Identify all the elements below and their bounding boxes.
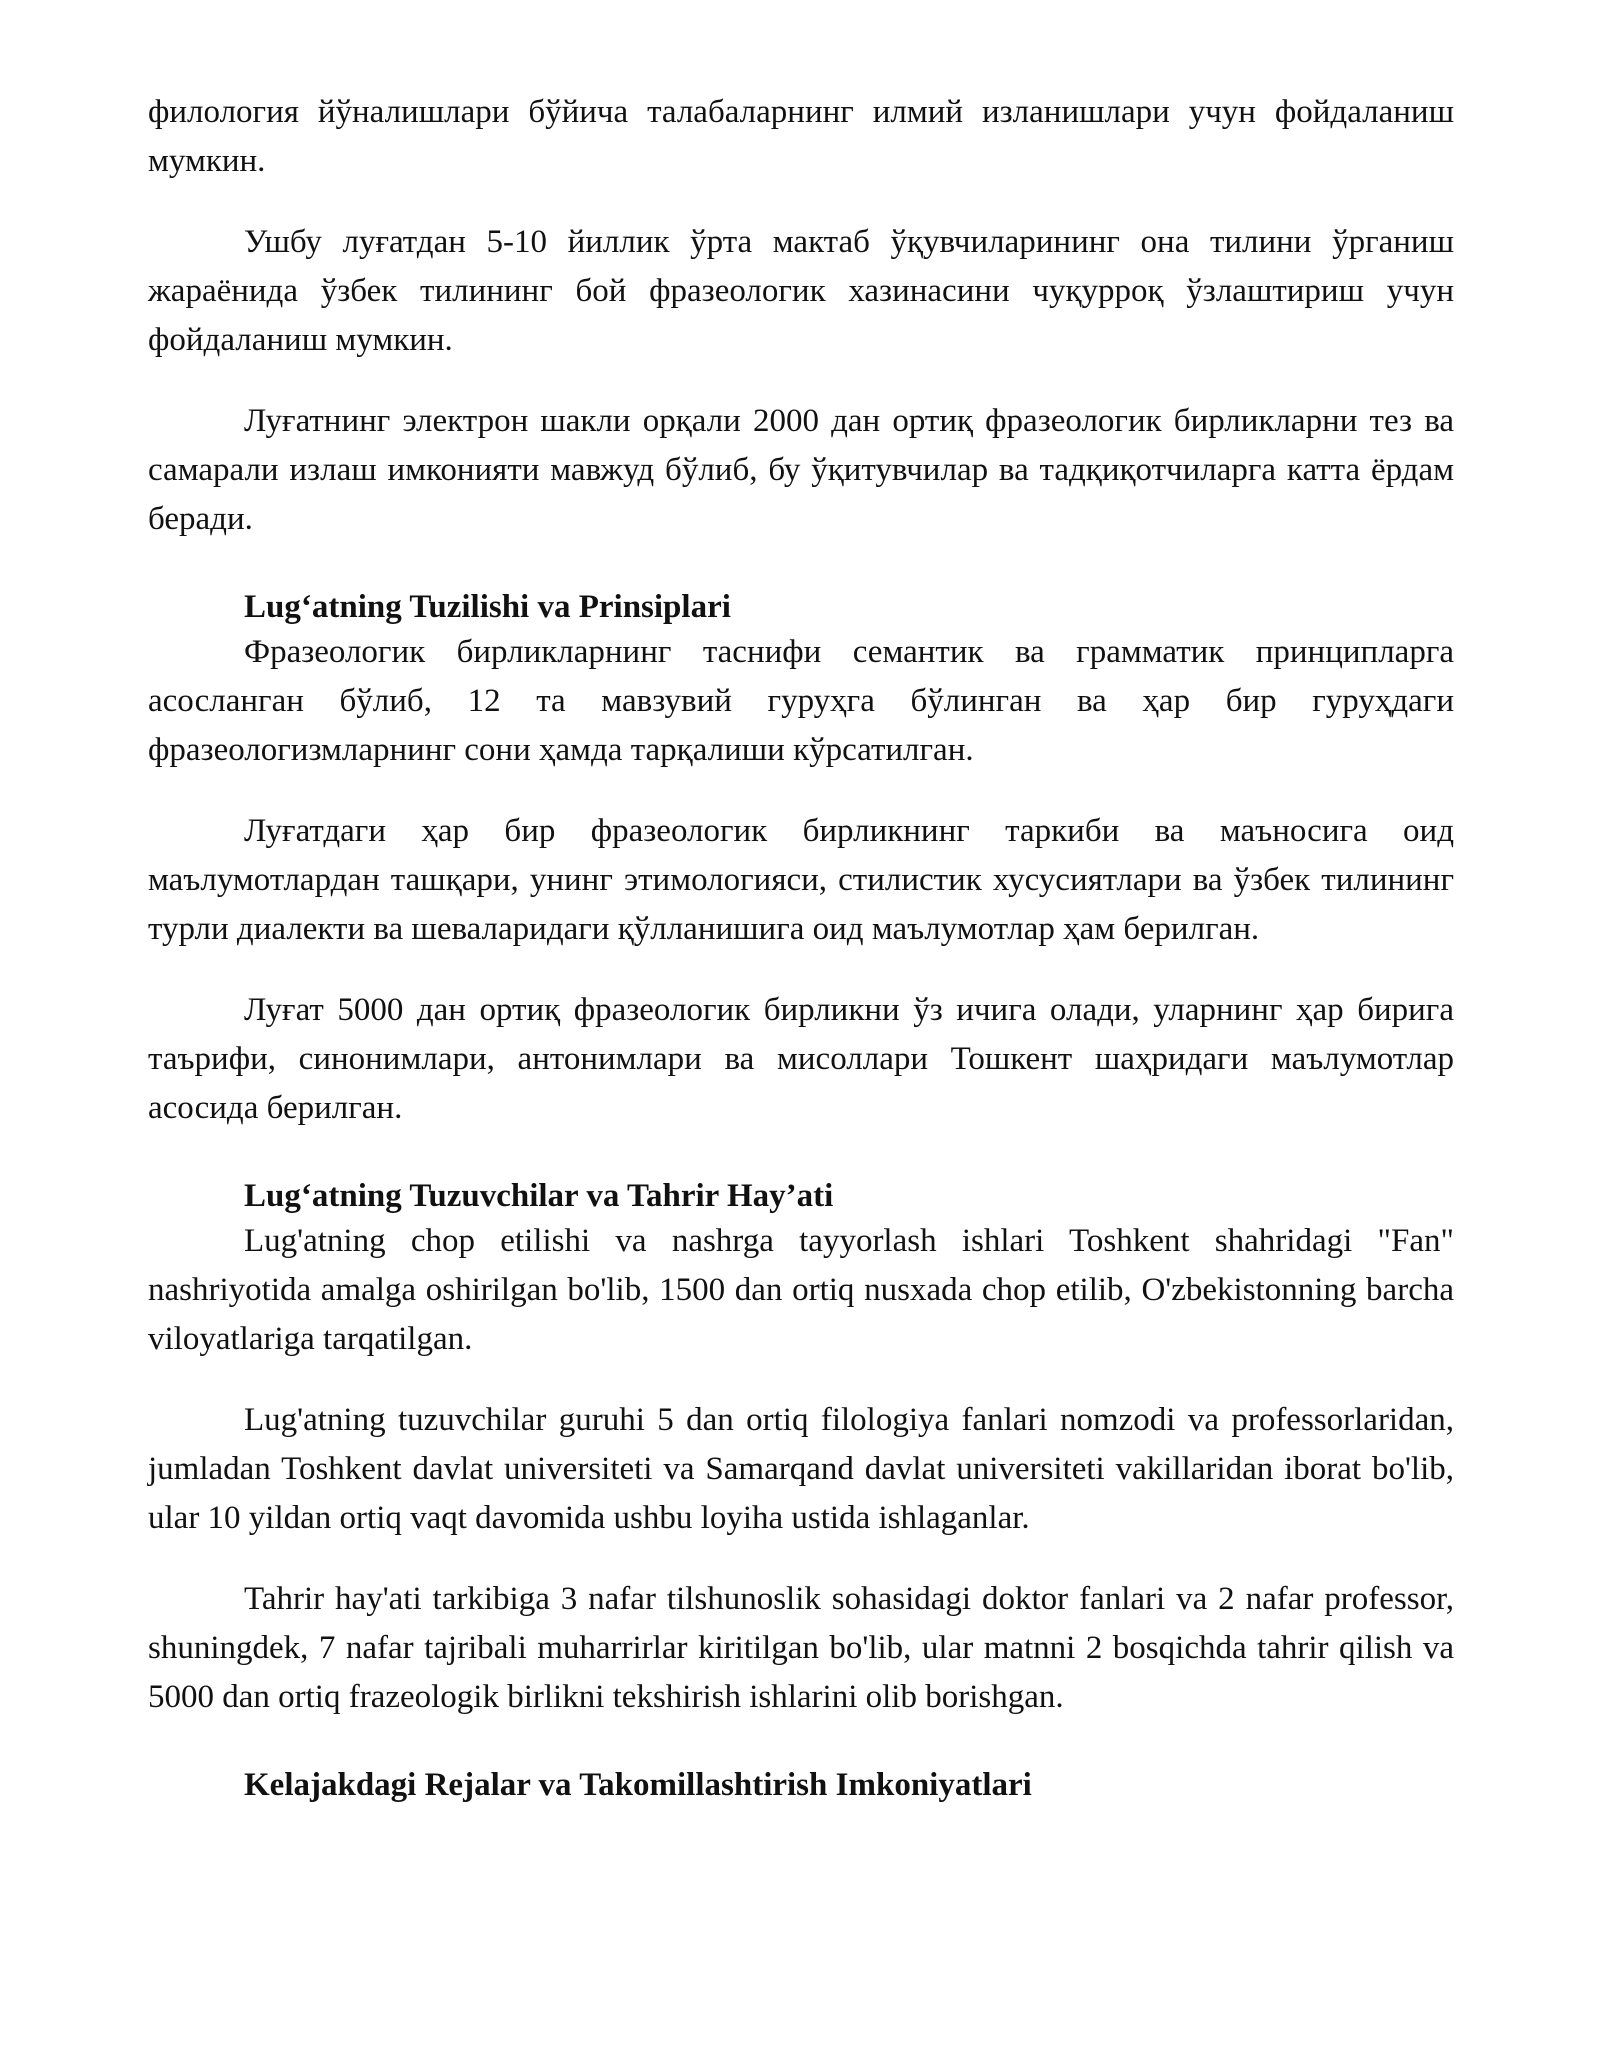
section-heading-future-plans: Kelajakdagi Rejalar va Takomillashtirish Imkoniyatlari [244, 1767, 1032, 1803]
paragraph-school-usage: Ушбу луғатдан 5-10 йиллик ўрта мактаб ўқувчиларининг она тилини ўрганиш жараёнида ўзбек тилининг бой фразеологик хазинасини чуқурроқ ўзлаштириш учун фойдаланиш мумкин. [148, 224, 1454, 358]
section-heading-editors: Lug‘atning Tuzuvchilar va Tahrir Hay’ati [244, 1178, 834, 1214]
paragraph-publication: Lug'atning chop etilishi va nashrga tayyorlash ishlari Toshkent shahridagi "Fan" nashriyotida amalga oshirilgan bo'lib, 1500 dan ortiq nusxada chop etilib, O'zbekistonning barcha viloyatlariga tarqatilgan. [148, 1223, 1454, 1357]
paragraph-compilers: Lug'atning tuzuvchilar guruhi 5 dan ortiq filologiya fanlari nomzodi va professorlaridan, jumladan Toshkent davlat universiteti va Samarqand davlat universiteti vakillaridan iborat bo'lib, ular 10 yildan ortiq vaqt davomida ushbu loyiha ustida ishlaganlar. [148, 1402, 1454, 1536]
paragraph-etymology: Луғатдаги ҳар бир фразеологик бирликнинг таркиби ва маъносига оид маълумотлардан ташқари, унинг этимологияси, стилистик хусусиятлари ва ўзбек тилининг турли диалекти ва шеваларидаги қўлланишига оид маълумотлар ҳам берилган. [148, 813, 1454, 947]
document-page [148, 88, 1454, 1806]
paragraph-dictionary-size: Луғат 5000 дан ортиқ фразеологик бирликни ўз ичига олади, уларнинг ҳар бирига таърифи, синонимлари, антонимлари ва мисоллари Тошкент шаҳридаги маълумотлар асосида берилган. [148, 992, 1454, 1126]
paragraph-editorial-board: Tahrir hay'ati tarkibiga 3 nafar tilshunoslik sohasidagi doktor fanlari va 2 nafar professor, shuningdek, 7 nafar tajribali muharrirlar kiritilgan bo'lib, ular matnni 2 bosqichda tahrir qilish va 5000 dan ortiq frazeologik birlikni tekshirish ishlarini olib borishgan. [148, 1581, 1454, 1715]
paragraph-electronic-form: Луғатнинг электрон шакли орқали 2000 дан ортиқ фразеологик бирликларни тез ва самарали излаш имконияти мавжуд бўлиб, бу ўқитувчилар ва тадқиқотчиларга катта ёрдам беради. [148, 403, 1454, 537]
paragraph-continuation: филология йўналишлари бўйича талабаларнинг илмий изланишлари учун фойдаланиш мумкин. [148, 94, 1454, 179]
section-heading-structure: Lug‘atning Tuzilishi va Prinsiplari [244, 589, 731, 625]
paragraph-classification: Фразеологик бирликларнинг таснифи семантик ва грамматик принципларга асосланган бўлиб, 12 та мавзувий гуруҳга бўлинган ва ҳар бир гуруҳдаги фразеологизмларнинг сони ҳамда тарқалиши кўрсатилган. [148, 634, 1454, 768]
